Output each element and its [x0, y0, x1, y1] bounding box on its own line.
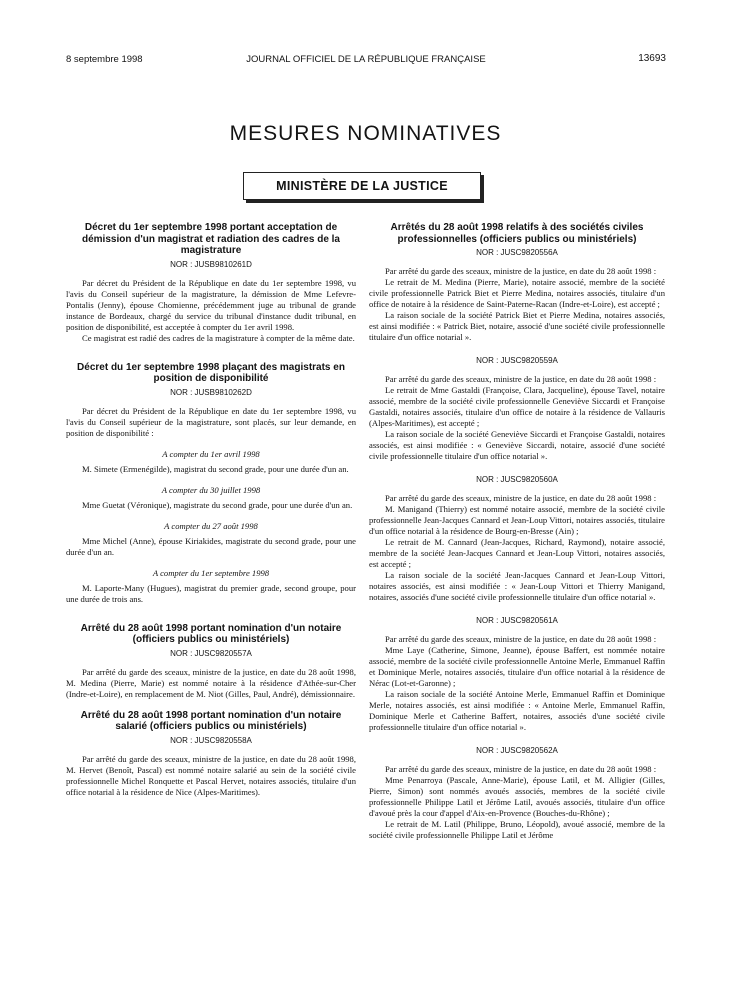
paragraph: M. Simete (Ermenégilde), magistrat du second grade, pour une durée d'un an. [82, 463, 349, 474]
header-journal-title: JOURNAL OFFICIEL DE LA RÉPUBLIQUE FRANÇAISE [246, 54, 486, 65]
paragraph: M. Manigand (Thierry) est nommé notaire associé, membre de la société civile professionnelle Jean-Jacques Cannard et Jean-Loup Vittori, notaires associés, titulaire d'un office notarial à la résidence de Bourg-en-Bresse (Ain) ; [369, 504, 665, 536]
header-date: 8 septembre 1998 [66, 54, 143, 65]
paragraph: Par décret du Président de la République en date du 1er septembre 1998, vu l'avis du Conseil supérieur de la magistrature, sont placés, sur leur demande, en position de disponibilité : [66, 405, 356, 438]
subheading: A compter du 1er avril 1998 [162, 448, 260, 459]
section-title: Arrêté du 28 août 1998 portant nomination d'un notaire (officiers publics ou ministériels) [80, 622, 342, 645]
paragraph: Par arrêté du garde des sceaux, ministre de la justice, en date du 28 août 1998 : [385, 764, 657, 774]
paragraph: Par arrêté du garde des sceaux, ministre de la justice, en date du 28 août 1998, M. Hervet (Benoît, Pascal) est nommé notaire salarié au sein de la société civile professionnelle Michel Ronquette et Pascal Hervet, notaires associés, titulaire d'un office notarial à la résidence de Nice (Alpes-Maritimes). [66, 753, 356, 797]
paragraph: Mme Guetat (Véronique), magistrate du second grade, pour une durée d'un an. [82, 499, 353, 510]
paragraph: Par arrêté du garde des sceaux, ministre de la justice, en date du 28 août 1998 : [385, 266, 657, 276]
paragraph: Le retrait de Mme Gastaldi (Françoise, Clara, Jacqueline), épouse Tavel, notaire associé, membre de la société civile professionnelle Geneviève Siccardi et Françoise Gastaldi, notaires associés, titulaire d'un office de notaire à la résidence de Vallauris (Alpes-Maritimes), est accepté ; [369, 385, 665, 428]
paragraph: Mme Michel (Anne), épouse Kiriakides, magistrate du second grade, pour une durée d'un an. [66, 535, 356, 557]
nor-reference: NOR : JUSC9820562A [476, 746, 558, 755]
paragraph: Par arrêté du garde des sceaux, ministre de la justice, en date du 28 août 1998 : [385, 374, 657, 384]
nor-reference: NOR : JUSC9820560A [476, 475, 558, 484]
nor-reference: NOR : JUSC9820558A [170, 735, 252, 745]
section-title: Arrêtés du 28 août 1998 relatifs à des sociétés civiles professionnelles (officiers publics ou ministériels) [390, 222, 644, 245]
nor-reference: NOR : JUSC9820561A [476, 616, 558, 625]
paragraph: Par arrêté du garde des sceaux, ministre de la justice, en date du 28 août 1998, M. Medina (Pierre, Marie) est nommé notaire à la résidence d'Athée-sur-Cher (Indre-et-Loire), en remplacement de M. Niot (Gilles, Paul, André), démissionnaire. [66, 666, 356, 699]
left-column [66, 222, 356, 798]
nor-reference: NOR : JUSB9810262D [170, 387, 252, 397]
paragraph: Le retrait de M. Medina (Pierre, Marie), notaire associé, membre de la société civile professionnelle Patrick Biet et Pierre Medina, notaires associés, titulaire d'un office de notaire à la résidence de Saint-Paterne-Racan (Indre-et-Loire), est accepté ; [369, 277, 665, 309]
paragraph: La raison sociale de la société Geneviève Siccardi et Françoise Gastaldi, notaires associés, est ainsi modifiée : « Geneviève Siccardi, notaire, associé d'une société civile professionnelle titulaire d'un office notarial ». [369, 429, 665, 461]
section-title: Décret du 1er septembre 1998 portant acceptation de démission d'un magistrat et radiation des cadres de la magistrature [81, 222, 340, 256]
paragraph: Mme Penarroya (Pascale, Anne-Marie), épouse Latil, et M. Alligier (Gilles, Pierre, Simon) sont nommés avoués associés, membres de la société civile professionnelle Philippe Latil et Jérôme Latil, avoués associés, titulaire d'un office d'avoué près la cour d'appel d'Aix-en-Provence (Bouches-du-Rhône) ; [369, 775, 665, 818]
subheading: A compter du 30 juillet 1998 [161, 484, 261, 495]
main-title: MESURES NOMINATIVES [229, 122, 502, 145]
header-page-number: 13693 [638, 53, 666, 64]
nor-reference: NOR : JUSC9820556A [476, 248, 558, 257]
paragraph: La raison sociale de la société Jean-Jacques Cannard et Jean-Loup Vittori, notaires associés, est ainsi modifiée : « Jean-Loup Vittori et Thierry Manigand, notaires, associés d'une société civile professionnelle titulaire d'un office notarial ». [369, 570, 665, 602]
paragraph: La raison sociale de la société Patrick Biet et Pierre Medina, notaires associés, est ainsi modifiée : « Patrick Biet, notaire, associé d'une société civile professionnelle titulaire d'un office notarial ». [369, 310, 665, 342]
subheading: A compter du 1er septembre 1998 [152, 567, 270, 578]
right-column [369, 222, 665, 841]
paragraph: La raison sociale de la société Antoine Merle, Emmanuel Raffin et Dominique Merle, notaires associés, est ainsi modifiée : « Antoine Merle, Emmanuel Raffin, Dominique Merle et Catherine Baffert, notaires, associés d'une société civile professionnelle titulaire d'un office notarial ». [369, 689, 665, 732]
subheading: A compter du 27 août 1998 [164, 520, 258, 531]
paragraph: Par arrêté du garde des sceaux, ministre de la justice, en date du 28 août 1998 : [385, 493, 657, 503]
paragraph: M. Laporte-Many (Hugues), magistrat du premier grade, second groupe, pour une durée de trois ans. [66, 582, 356, 604]
nor-reference: NOR : JUSC9820559A [476, 356, 558, 365]
ministry-label: MINISTÈRE DE LA JUSTICE [276, 179, 448, 193]
paragraph: Par arrêté du garde des sceaux, ministre de la justice, en date du 28 août 1998 : [385, 634, 657, 644]
section-title: Décret du 1er septembre 1998 plaçant des magistrats en position de disponibilité [77, 361, 345, 384]
paragraph: Le retrait de M. Cannard (Jean-Jacques, Richard, Raymond), notaire associé, membre de la société Jean-Jacques Cannard et Jean-Loup Vittori, notaires associés, est accepté ; [369, 537, 665, 569]
nor-reference: NOR : JUSC9820557A [170, 648, 252, 658]
section-title: Arrêté du 28 août 1998 portant nomination d'un notaire salarié (officiers publics ou ministériels) [80, 709, 342, 732]
paragraph: Par décret du Président de la République en date du 1er septembre 1998, vu l'avis du Conseil supérieur de la magistrature, la démission de Mme Lefevre-Pontalis (Jenny), épouse Chomienne, précédemment juge au tribunal de grande instance de Bordeaux, chargé du service du tribunal d'instance dudit tribunal, en position de disponibilité, est acceptée à compter du 1er avril 1998. [66, 277, 356, 332]
paragraph: Ce magistrat est radié des cadres de la magistrature à compter de la même date. [82, 332, 355, 343]
paragraph: Mme Laye (Catherine, Simone, Jeanne), épouse Baffert, est nommée notaire associé, membre de la société civile professionnelle Antoine Merle, Emmanuel Raffin et Dominique Merle, notaires associés, titulaire d'un office notarial à la résidence de Nérac (Lot-et-Garonne) ; [369, 645, 665, 688]
paragraph: Le retrait de M. Latil (Philippe, Bruno, Léopold), avoué associé, membre de la société civile professionnelle Philippe Latil et Jérôme [369, 819, 665, 840]
page-header [66, 54, 666, 68]
ministry-heading [243, 172, 481, 200]
nor-reference: NOR : JUSB9810261D [170, 259, 252, 269]
